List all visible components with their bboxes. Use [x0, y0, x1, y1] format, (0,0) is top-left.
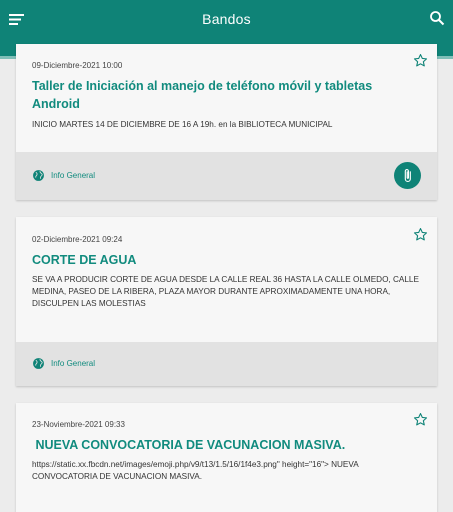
post-title[interactable]: Taller de Iniciación al manejo de teléfono móvil y tabletas Android	[32, 79, 373, 111]
list-item[interactable]	[16, 44, 437, 200]
post-date: 02-Diciembre-2021 09:24	[32, 235, 123, 244]
post-body: https://static.xx.fbcdn.net/images/emoji.php/v9/t13/1.5/16/1f4e3.png" height="16"> NUEVA CONVOCATORIA DE VACUNACION MASIVA.	[32, 460, 359, 481]
search-icon[interactable]	[429, 10, 445, 26]
post-body: INICIO MARTES 14 DE DICIEMBRE DE 16 A 19h. en la BIBLIOTECA MUNICIPAL	[32, 120, 333, 129]
star-outline-icon[interactable]	[413, 53, 428, 68]
star-outline-icon[interactable]	[413, 227, 428, 242]
post-footer	[16, 152, 437, 200]
post-footer	[16, 342, 437, 386]
post-date: 09-Diciembre-2021 10:00	[32, 61, 123, 70]
page-title: Bandos	[202, 11, 251, 27]
globe-icon	[32, 169, 45, 182]
post-body: SE VA A PRODUCIR CORTE DE AGUA DESDE LA CALLE REAL 36 HASTA LA CALLE OLMEDO, CALLE MEDINA, PASEO DE LA RIBERA, PLAZA MAYOR DURANTE APROXIMADAMENTE UNA HORA, DISCULPEN LAS MOLESTIAS	[32, 275, 419, 308]
paperclip-icon	[400, 167, 415, 184]
post-date: 23-Noviembre-2021 09:33	[32, 420, 125, 429]
category-label[interactable]: Info General	[51, 171, 96, 180]
category-label[interactable]: Info General	[51, 359, 96, 368]
star-outline-icon[interactable]	[413, 412, 428, 427]
list-item[interactable]	[16, 403, 437, 512]
post-title[interactable]: NUEVA CONVOCATORIA DE VACUNACION MASIVA.	[32, 438, 346, 452]
post-title[interactable]: CORTE DE AGUA	[32, 253, 137, 267]
attachment-button[interactable]	[394, 162, 421, 189]
list-item[interactable]	[16, 217, 437, 386]
globe-icon	[32, 357, 45, 370]
